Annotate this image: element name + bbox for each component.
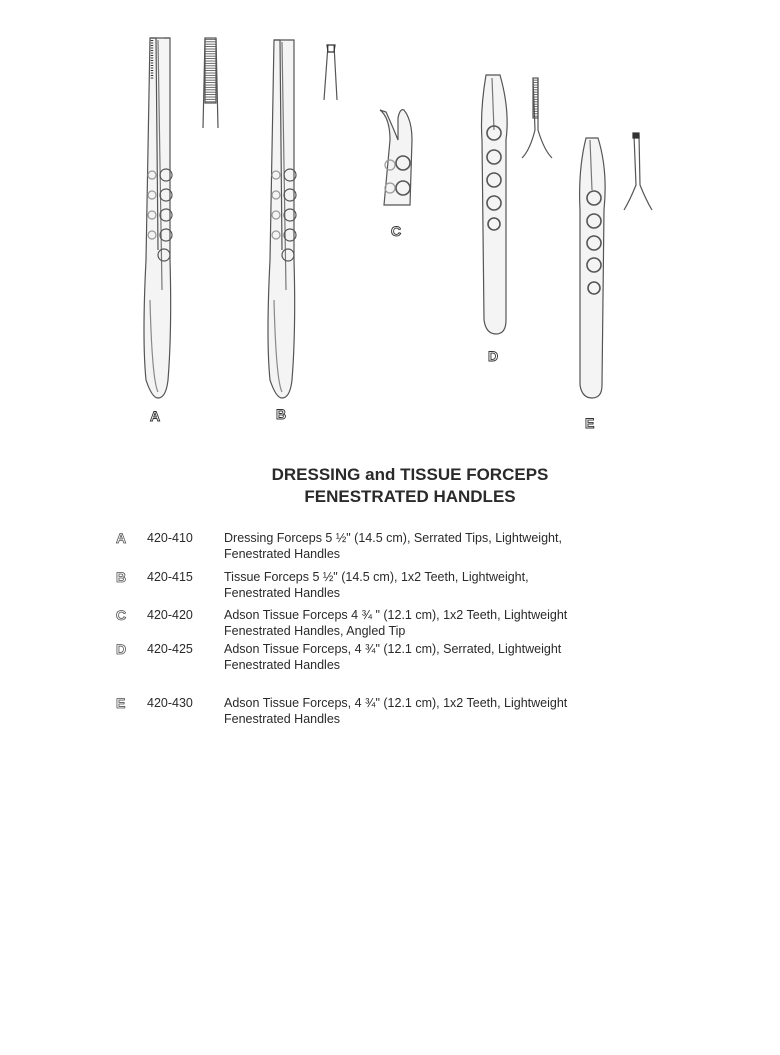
item-code: 420-420 [147, 608, 193, 622]
forceps-b-drawing [268, 40, 337, 398]
figure-label-d: D [488, 348, 499, 364]
item-description [224, 607, 624, 639]
item-description-line-1: Dressing Forceps 5 ½" (14.5 cm), Serrated Tips, Lightweight, [224, 531, 562, 545]
item-code: 420-410 [147, 531, 193, 545]
instrument-illustrations [0, 0, 780, 450]
item-letter: C [116, 607, 127, 623]
figure-label-c: C [391, 223, 402, 239]
item-code: 420-415 [147, 570, 193, 584]
item-letter: D [116, 641, 127, 657]
forceps-c-drawing [380, 110, 412, 205]
item-description [224, 695, 624, 727]
figure-label-e: E [585, 415, 595, 431]
item-description-line-2: Fenestrated Handles [224, 658, 341, 672]
catalog-subtitle: FENESTRATED HANDLES [304, 487, 516, 506]
catalog-title: DRESSING and TISSUE FORCEPS [271, 465, 549, 484]
item-description-line-2: Fenestrated Handles, Angled Tip [224, 624, 406, 638]
item-description [224, 530, 624, 562]
item-description-line-2: Fenestrated Handles [224, 712, 341, 726]
item-description-line-2: Fenestrated Handles [224, 586, 341, 600]
item-description [224, 569, 624, 601]
item-description-line-1: Adson Tissue Forceps 4 ¾ " (12.1 cm), 1x2 Teeth, Lightweight [224, 608, 568, 622]
figure-label-b: B [276, 406, 287, 422]
forceps-a-drawing [144, 38, 218, 398]
item-description-line-1: Adson Tissue Forceps, 4 ¾" (12.1 cm), Serrated, Lightweight [224, 642, 562, 656]
item-code: 420-430 [147, 696, 193, 710]
item-letter: E [116, 695, 126, 711]
item-letter: B [116, 569, 127, 585]
item-description-line-1: Tissue Forceps 5 ½" (14.5 cm), 1x2 Teeth, Lightweight, [224, 570, 529, 584]
item-description-line-1: Adson Tissue Forceps, 4 ¾" (12.1 cm), 1x2 Teeth, Lightweight [224, 696, 568, 710]
forceps-d-drawing [482, 75, 553, 334]
item-description [224, 641, 624, 673]
item-letter: A [116, 530, 127, 546]
figure-label-a: A [150, 408, 161, 424]
forceps-e-drawing [580, 133, 652, 398]
item-description-line-2: Fenestrated Handles [224, 547, 341, 561]
item-code: 420-425 [147, 642, 193, 656]
